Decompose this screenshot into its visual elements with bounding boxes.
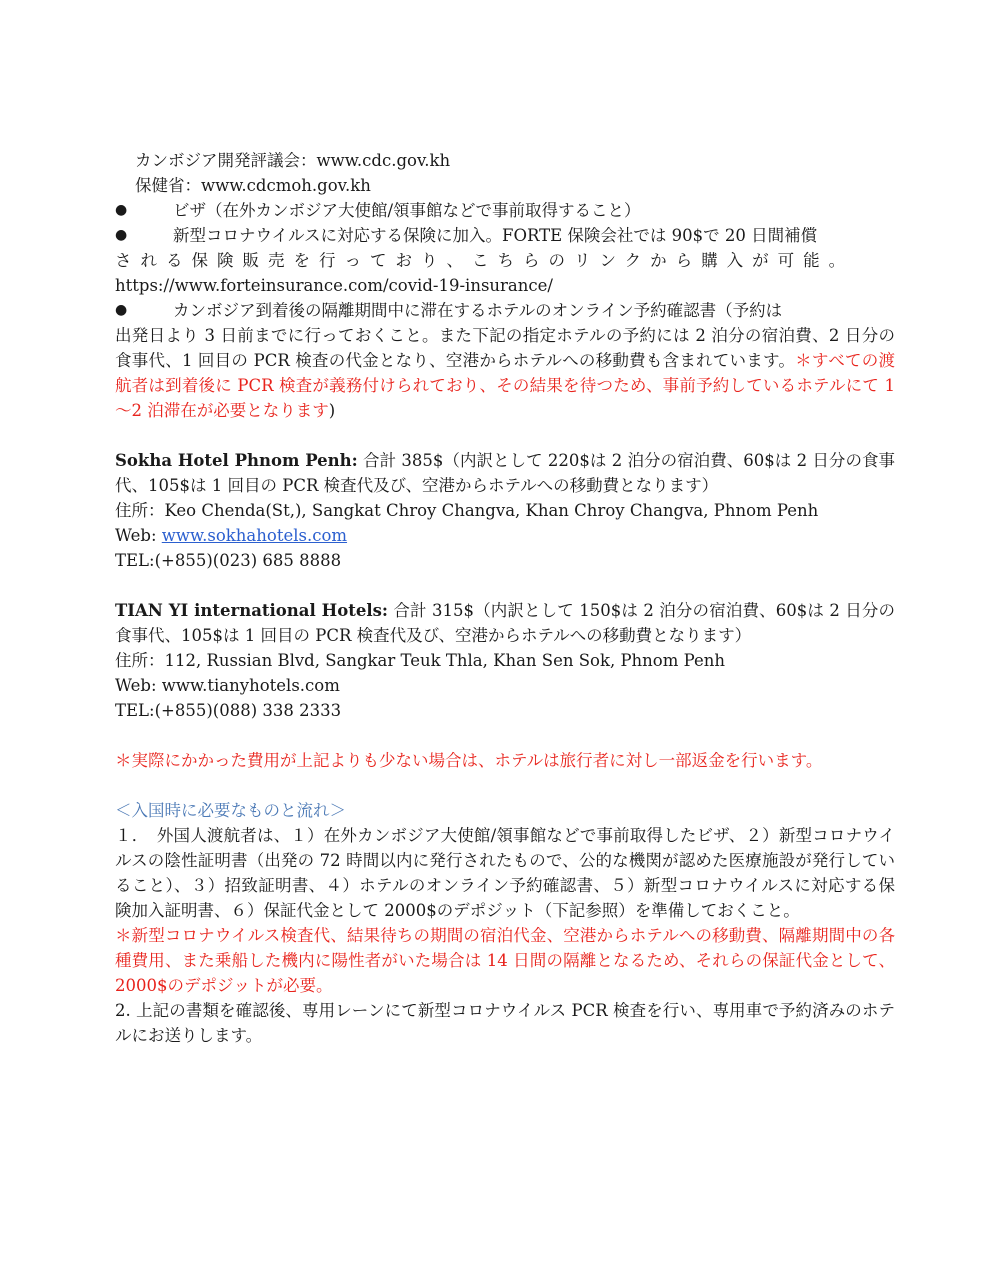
visa-text: ビザ（在外カンボジア大使館/領事館などで事前取得すること） bbox=[173, 201, 641, 220]
entry-step2: 2. 上記の書類を確認後、専用レーンにて新型コロナウイルス PCR 検査を行い、専用車で予約済みのホテルにお送りします。 bbox=[115, 1001, 895, 1045]
bullet-icon: ● bbox=[115, 202, 128, 218]
bullet-icon: ● bbox=[115, 227, 128, 243]
hotel1-tel: TEL:(+855)(023) 685 8888 bbox=[115, 551, 342, 570]
bullet-hotel-booking bbox=[115, 298, 895, 323]
bullet-visa bbox=[115, 198, 895, 223]
hotel2-web: Web: www.tianyhotels.com bbox=[115, 676, 340, 695]
insurance-text-line2: される保険販売を行っており、こちらのリンクから購入が可能。 bbox=[115, 251, 855, 270]
hotel2-price: 合計 315$（内訳として 150$は 2 泊分の宿泊費、60$は 2 日分の食事代、105$は 1 回目の PCR 検査代及び、空港からホテルへの移動費となります） bbox=[115, 601, 895, 645]
document-page bbox=[115, 148, 895, 1048]
insurance-url[interactable]: https://www.forteinsurance.com/covid-19-insurance/ bbox=[115, 276, 553, 295]
hotel2-summary bbox=[115, 598, 895, 648]
bullet-insurance bbox=[115, 223, 895, 248]
hotel1-web bbox=[115, 523, 895, 548]
hotel-booking-body-text: 出発日より 3 日前までに行っておくこと。また下記の指定ホテルの予約には 2 泊分の宿泊費、2 日分の食事代、1 回目の PCR 検査の代金となり、空港からホテルへの移動費も含まれています。 bbox=[115, 326, 895, 370]
hotel1-address: 住所：Keo Chenda(St,), Sangkat Chroy Changva, Khan Chroy Changva, Phnom Penh bbox=[115, 501, 819, 520]
insurance-text-line1: 新型コロナウイルスに対応する保険に加入。FORTE 保険会社では 90$で 20 日間補償 bbox=[173, 226, 818, 245]
hotel1-web-label: Web: bbox=[115, 526, 162, 545]
hotel-booking-close: ) bbox=[328, 401, 336, 420]
hotel2-tel: TEL:(+855)(088) 338 2333 bbox=[115, 701, 342, 720]
hotel2-name: TIAN YI international Hotels: bbox=[115, 601, 388, 620]
contact-cdc: カンボジア開発評議会：www.cdc.gov.kh bbox=[135, 151, 451, 170]
entry-heading: ＜入国時に必要なものと流れ＞ bbox=[115, 801, 346, 820]
entry-step1: １． 外国人渡航者は、１）在外カンボジア大使館/領事館などで事前取得したビザ、２）新型コロナウイルスの陰性証明書（出発の 72 時間以内に発行されたもので、公的な機関が認めた医療施設が発行していること）、３）招致証明書、４）ホテルのオンライン予約確認書、５）新型コロナウイルスに対応する保険加入証明書、６）保証代金として 2000$のデポジット（下記参照）を準備しておくこと。 bbox=[115, 826, 895, 920]
refund-note: ＊実際にかかった費用が上記よりも少ない場合は、ホテルは旅行者に対し一部返金を行います。 bbox=[115, 751, 823, 770]
hotel1-price: 合計 385$（内訳として 220$は 2 泊分の宿泊費、60$は 2 日分の食事代、105$は 1 回目の PCR 検査代及び、空港からホテルへの移動費となります） bbox=[115, 451, 896, 495]
hotel1-web-link[interactable]: www.sokhahotels.com bbox=[161, 526, 348, 545]
entry-step1-note: ＊新型コロナウイルス検査代、結果待ちの期間の宿泊代金、空港からホテルへの移動費、隔離期間中の各種費用、また乗船した機内に陽性者がいた場合は 14 日間の隔離となるため、それらの保証代金として、2000$のデポジットが必要。 bbox=[115, 926, 895, 995]
hotel-booking-lead: カンボジア到着後の隔離期間中に滞在するホテルのオンライン予約確認書（予約は bbox=[173, 301, 783, 320]
hotel1-name: Sokha Hotel Phnom Penh: bbox=[115, 451, 358, 470]
hotel-booking-red-note: ＊すべての渡航者は到着後に PCR 検査が義務付けられており、その結果を待つため、事前予約しているホテルにて 1～2 泊滞在が必要となります bbox=[115, 351, 895, 420]
hotel1-summary bbox=[115, 448, 895, 498]
contact-moh: 保健省：www.cdcmoh.gov.kh bbox=[135, 176, 371, 195]
bullet-icon: ● bbox=[115, 302, 128, 318]
hotel2-address: 住所：112, Russian Blvd, Sangkar Teuk Thla, Khan Sen Sok, Phnom Penh bbox=[115, 651, 726, 670]
hotel-booking-body bbox=[115, 323, 895, 423]
